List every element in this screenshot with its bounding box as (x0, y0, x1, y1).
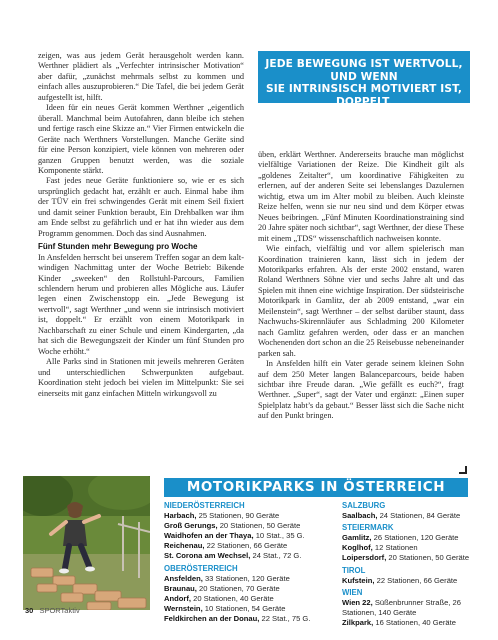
article-end-mark (459, 466, 467, 474)
article-paragraph: Alle Parks sind in Stationen mit jeweils mehreren Geräten und unterschiedlichen Schwerpunkten aufgebaut. Koordination steht jedoch bei vielen im Mittelpunkt: Sie sei einerseits mit ganz einfachen Mitteln wirkungsvoll zu (38, 357, 244, 398)
page-footer (25, 606, 80, 615)
region-heading: SALZBURG (342, 501, 386, 510)
article-column-right (258, 150, 464, 422)
park-entry: Gamlitz, 26 Stationen, 120 Geräte (342, 533, 459, 543)
park-entry: Feldkirchen an der Donau, 22 Stat., 75 G. (164, 614, 311, 624)
park-entry: Wien 22, Süßenbrunner Straße, 26 Stationen, 140 Geräte (342, 597, 461, 617)
article-paragraph: In Ansfelden hilft ein Vater gerade seinem kleinen Sohn auf dem 250 Meter langen Balanceparcours, beide haben sichtbar ihre Freude daran. „Wie gefällt es euch?“, fragt Werthner. „Super“, sagt der Vater und ergänzt: „Einen super Spielplatz habt’s da gebaut.“ Besser lässt sich die Sache nicht auf den Punkt bringen. (258, 359, 464, 421)
pull-quote (258, 51, 470, 108)
park-entry: Groß Gerungs, 20 Stationen, 50 Geräte (164, 521, 301, 531)
parks-list-right (342, 501, 474, 628)
park-entry: Waidhofen an der Thaya, 10 Stat., 35 G. (164, 531, 305, 541)
park-entry: Loipersdorf, 20 Stationen, 50 Geräte (342, 553, 470, 563)
region-heading: TIROL (342, 565, 366, 575)
region-heading: WIEN (342, 587, 363, 597)
region-heading: STEIERMARK (342, 523, 394, 533)
pull-quote-line: JEDE BEWEGUNG IST WERTVOLL, UND WENN (265, 58, 463, 83)
article-paragraph: üben, erklärt Werthner. Andererseits brauche man möglichst vielfältige Variationen der Reize. Die Kindheit gilt als „goldenes Zeitalter“, um koordinative Fähigkeiten zu erlernen, auf der anderen Seite sei lebenslanges Dazulernen wichtig, etwa um im Alter mobil zu bleiben. Auch kleinste Reize helfen, wenn sie nur neu sind und dem Körper etwas Neues beibringen. „Fünf Minuten Koordinationstraining sind 20 Jahre später noch sichtbar“, sagt Werthner, der diese These mit einem „TDS“ wissenschaftlich nachweisen konnte. (258, 150, 464, 243)
park-entry: Wernstein, 10 Stationen, 54 Geräte (164, 603, 286, 613)
magazine-name: SPORTaktiv (39, 606, 80, 615)
park-entry: Reichenau, 22 Stationen, 66 Geräte (164, 541, 288, 551)
article-column-left (38, 51, 244, 399)
article-paragraph: Fast jedes neue Geräte funktioniere so, wie er es sich ursprünglich gedacht hat, erzählt er auch. Einmal habe ihm der TÜV ein frei schwingendes Gerät mit einem Seil fixiert und damit seiner Funktion beraubt, Ein Drehbalken war ihm am Ende selbst zu gefährlich und er hat ihn wieder aus dem Programm genommen. Doch das sind Ausnahmen. (38, 176, 244, 238)
park-entry: Zilkpark, 16 Stationen, 40 Geräte (342, 618, 456, 628)
park-entry: Koglhof, 12 Stationen (342, 543, 418, 553)
article-paragraph: Ideen für ein neues Gerät kommen Werthner „eigentlich überall. Manchmal beim Autofahren, dann bleibe ich stehen und fertige rasch eine Skizze an.“ Vier Firmen entwickeln die Geräte nach Werthners Vorstellungen. Manche Geräte sind für eine Person konzipiert, viele können von mehreren oder ganzen Gruppen benutzt werden, was die soziale Komponente stärkt. (38, 103, 244, 175)
park-entry: Saalbach, 24 Stationen, 84 Geräte (342, 511, 461, 521)
photo-illustration (23, 476, 150, 610)
parks-list-left (164, 501, 344, 624)
park-entry: Ansfelden, 33 Stationen, 120 Geräte (164, 573, 290, 583)
park-entry: Andorf, 20 Stationen, 40 Geräte (164, 593, 274, 603)
park-entry: Harbach, 25 Stationen, 90 Geräte (164, 511, 280, 521)
region-heading: NIEDERÖSTERREICH (164, 501, 245, 510)
park-entry: St. Corona am Wechsel, 24 Stat., 72 G. (164, 551, 302, 561)
article-subheading: Fünf Stunden mehr Bewegung pro Woche (38, 242, 198, 252)
article-paragraph: zeigen, was aus jedem Gerät herausgeholt werden kann. Werthner plädiert als „Verfechter intrinsischer Motivation“ aber dafür, „zunächst mehrmals selbst zu kommen und einfach alles auszuprobieren.“ Die Tafel, die bei jedem Gerät aufgestellt ist, hilft. (38, 51, 244, 102)
parks-banner: MOTORIKPARKS IN ÖSTERREICH (164, 478, 468, 497)
article-paragraph: Wie einfach, vielfältig und vor allem spielerisch man Koordination trainieren kann, lässt sich in jedem der Motorikparks erfahren. Als der erste 2002 enstand, waren Roland Werthners Söhne vier und sechs Jahre alt und das Spielen mit ihnen eine wichtige Inspiration. Der südsteirische Motorikpark in Gamlitz, der ab 2009 entstand, „war ein Meilenstein“, sagt Werthner – der selbst darüber staunt, dass Nachwuchs-Skirennläufer aus Schladming 200 Kilometer nach Gamlitz gefahren werden, oder dass er an manchen Wochenenden dort schon an die 25 Reisebusse nebeneinander parken sah. (258, 244, 464, 358)
park-entry: Kufstein, 22 Stationen, 66 Geräte (342, 575, 458, 585)
article-paragraph: In Ansfelden herrscht bei unserem Treffen sogar an dem kalt-windigen Nachmittag unter der Woche Betrieb: Bikende Kinder „sweeken“ den Rollstuhl-Parcours, Familien schlendern herum und probieren alles Mögliche aus. Läufer legen einen Zwischenstopp ein. „Jede Bewegung ist wertvoll“, sagt Werthner „und wenn sie intrinsisch motiviert ist, doppelt.“ Er erzählt von einem Motorikpark in Nachbarschaft zu einer Schule und einem Kindergarten, „da hat sich die Bewegungszeit der Kinder um fünf Stunden pro Woche erhöht.“ (38, 252, 244, 356)
motorikpark-photo (23, 476, 150, 610)
pull-quote-line: SIE INTRINSISCH MOTIVIERT IST, DOPPELT. (265, 83, 463, 108)
park-entry: Braunau, 20 Stationen, 70 Geräte (164, 583, 280, 593)
region-heading: OBERÖSTERREICH (164, 563, 238, 573)
page-number: 30 (25, 606, 34, 615)
